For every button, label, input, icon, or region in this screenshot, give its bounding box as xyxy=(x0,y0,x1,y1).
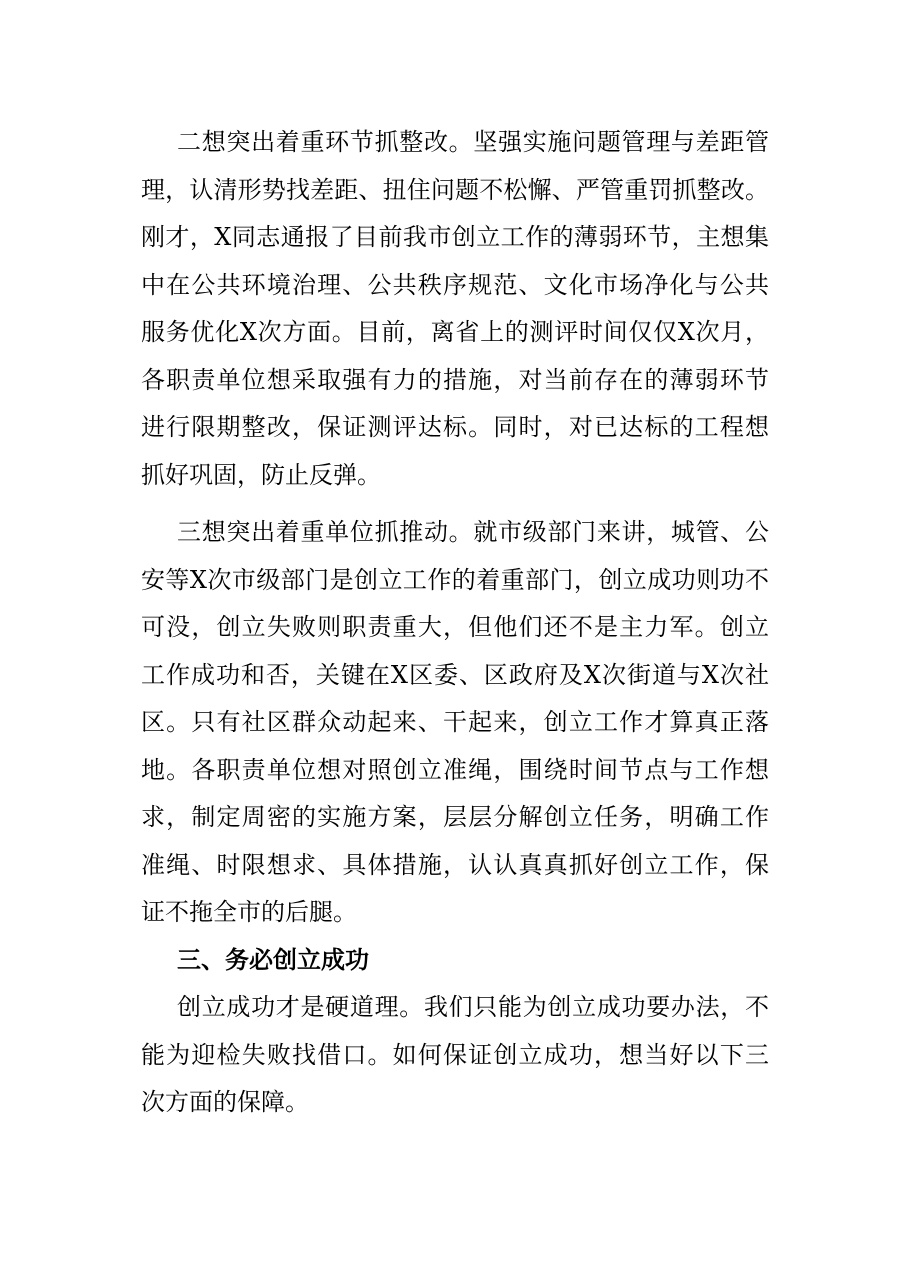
paragraph-line: 三想突出着重单位抓推动。就市级部门来讲，城管、公 xyxy=(177,518,769,546)
paragraph-line: 抓好巩固，防止反弹。 xyxy=(141,460,381,489)
paragraph-line: 安等X次市级部门是创立工作的着重部门，创立成功则功不 xyxy=(141,565,769,594)
paragraph-line: 工作成功和否，关键在X区委、区政府及X次街道与X次社 xyxy=(141,660,769,689)
paragraph-line: 证不拖全市的后腿。 xyxy=(141,898,357,926)
paragraph-focus-key-units xyxy=(141,509,769,937)
paragraph-line: 二想突出着重环节抓整改。坚强实施问题管理与差距管 xyxy=(177,128,769,156)
paragraph-line: 中在公共环境治理、公共秩序规范、文化市场净化与公共 xyxy=(141,270,769,299)
document-body xyxy=(141,119,769,1127)
paragraph-line: 进行限期整改，保证测评达标。同时，对已达标的工程想 xyxy=(141,413,769,441)
paragraph-line: 可没，创立失败则职责重大，但他们还不是主力军。创立 xyxy=(141,613,769,641)
paragraph-line: 服务优化X次方面。目前，离省上的测评时间仅仅X次月， xyxy=(141,318,769,346)
section-heading: 三、务必创立成功 xyxy=(177,945,369,974)
paragraph-line: 地。各职责单位想对照创立准绳，围绕时间节点与工作想 xyxy=(141,755,769,784)
paragraph-line: 次方面的保障。 xyxy=(141,1088,309,1116)
paragraph-focus-weak-links xyxy=(141,119,769,499)
paragraph-line: 创立成功才是硬道理。我们只能为创立成功要办法，不 xyxy=(177,993,769,1021)
paragraph-line: 理，认清形势找差距、扭住问题不松懈、严管重罚抓整改。 xyxy=(141,175,769,204)
paragraph-line: 准绳、时限想求、具体措施，认认真真抓好创立工作，保 xyxy=(141,850,769,879)
paragraph-spacer xyxy=(141,499,769,509)
paragraph-line: 各职责单位想采取强有力的措施，对当前存在的薄弱环节 xyxy=(141,365,769,394)
paragraph-line: 区。只有社区群众动起来、干起来，创立工作才算真正落 xyxy=(141,708,769,736)
paragraph-line: 刚才，X同志通报了目前我市创立工作的薄弱环节，主想集 xyxy=(141,223,769,251)
paragraph-line: 能为迎检失败找借口。如何保证创立成功，想当好以下三 xyxy=(141,1040,769,1069)
paragraph-ensure-success xyxy=(141,984,769,1127)
paragraph-line: 求，制定周密的实施方案，层层分解创立任务，明确工作 xyxy=(141,803,769,831)
